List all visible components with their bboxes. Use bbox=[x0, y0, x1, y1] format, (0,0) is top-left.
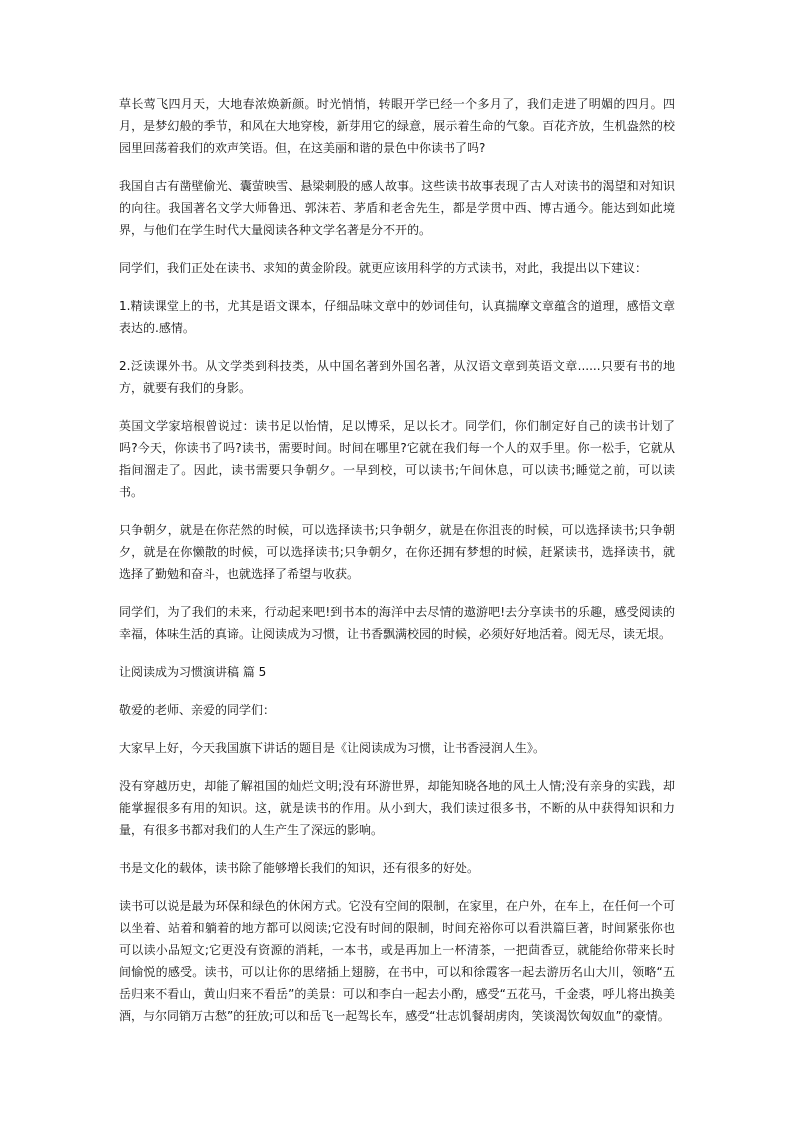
paragraph-suggestions-intro: 同学们，我们正处在读书、求知的黄金阶段。就更应该用科学的方式读书，对此，我提出以下建议： bbox=[119, 261, 648, 275]
paragraph-green-leisure: 读书可以说是最为环保和绿色的休闲方式。它没有空间的限制，在家里，在户外，在车上，在任何一个可以坐着、站着和躺着的地方都可以阅读;它没有时间的限制，时间充裕你可以看洪篇巨著，时间紧张你也可以读小品短文;它更没有资源的消耗，一本书，或是再加上一杯清茶，一把茴香豆，就能给你带来长时间愉悦的感受。读书，可以让你的思绪插上翅膀，在书中，可以和徐霞客一起去游历名山大川，领略“五岳归来不看山，黄山归来不看岳”的美景：可以和李白一起去小酌，感受“五花马，千金裘，呼儿将出换美酒，与尔同销万古愁”的狂放;可以和岳飞一起驾长车，感受“壮志饥餐胡虏肉，笑谈渴饮匈奴血”的豪情。 bbox=[119, 899, 675, 1023]
paragraph-ancient-stories: 我国自古有凿壁偷光、囊萤映雪、悬梁刺股的感人故事。这些读书故事表现了古人对读书的渴望和对知识的向往。我国著名文学大师鲁迅、郭沫若、茅盾和老舍先生，都是学贯中西、博古通今。能达到如此境界，与他们在学生时代大量阅读各种文学名著是分不开的。 bbox=[119, 179, 675, 237]
paragraph-spring-intro: 草长莺飞四月天，大地春浓焕新颜。时光悄悄，转眼开学已经一个多月了，我们走进了明媚的四月。四月，是梦幻般的季节，和风在大地穿梭，新芽用它的绿意，展示着生命的气象。百花齐放，生机盎然的校园里回荡着我们的欢声笑语。但，在这美丽和谐的景色中你读书了吗? bbox=[119, 97, 675, 155]
paragraph-reading-role: 没有穿越历史，却能了解祖国的灿烂文明;没有环游世界，却能知晓各地的风土人情;没有亲身的实践，却能掌握很多有用的知识。这，就是读书的作用。从小到大，我们读过很多书，不断的从中获得知识和力量，有很多书都对我们的人生产生了深远的影响。 bbox=[119, 779, 675, 837]
paragraph-book-carrier: 书是文化的载体，读书除了能够增长我们的知识，还有很多的好处。 bbox=[119, 861, 480, 875]
section-heading: 让阅读成为习惯演讲稿 篇 5 bbox=[119, 665, 267, 679]
paragraph-suggestion-1: 1.精读课堂上的书，尤其是语文课本，仔细品味文章中的妙词佳句，认真揣摩文章蕴含的道理，感悟文章表达的.感情。 bbox=[119, 299, 675, 335]
paragraph-call-to-action: 同学们，为了我们的未来，行动起来吧!到书本的海洋中去尽情的遨游吧!去分享读书的乐趣，感受阅读的幸福，体味生活的真谛。让阅读成为习惯，让书香飘满校园的时候，必须好好地活着。阅无尽，读无垠。 bbox=[119, 605, 675, 641]
paragraph-speech-topic: 大家早上好，今天我国旗下讲话的题目是《让阅读成为习惯，让书香浸润人生》。 bbox=[119, 741, 546, 755]
paragraph-greeting: 敬爱的老师、亲爱的同学们： bbox=[119, 703, 276, 717]
document-body bbox=[119, 93, 675, 1043]
paragraph-bacon-quote: 英国文学家培根曾说过：读书足以怡情，足以博采，足以长才。同学们，你们制定好自己的读书计划了吗?今天，你读书了吗?读书，需要时间。时间在哪里?它就在我们每一个人的双手里。你一松手，它就从指间溜走了。因此，读书需要只争朝夕。一早到校，可以读书;午间休息，可以读书;睡觉之前，可以读书。 bbox=[119, 419, 675, 499]
paragraph-suggestion-2: 2.泛读课外书。从文学类到科技类，从中国名著到外国名著，从汉语文章到英语文章......只要有书的地方，就要有我们的身影。 bbox=[119, 359, 675, 395]
paragraph-seize-the-day: 只争朝夕，就是在你茫然的时候，可以选择读书;只争朝夕，就是在你沮丧的时候，可以选择读书;只争朝夕，就是在你懒散的时候，可以选择读书;只争朝夕，在你还拥有梦想的时候，赶紧读书，选择读书，就选择了勤勉和奋斗，也就选择了希望与收获。 bbox=[119, 523, 675, 581]
